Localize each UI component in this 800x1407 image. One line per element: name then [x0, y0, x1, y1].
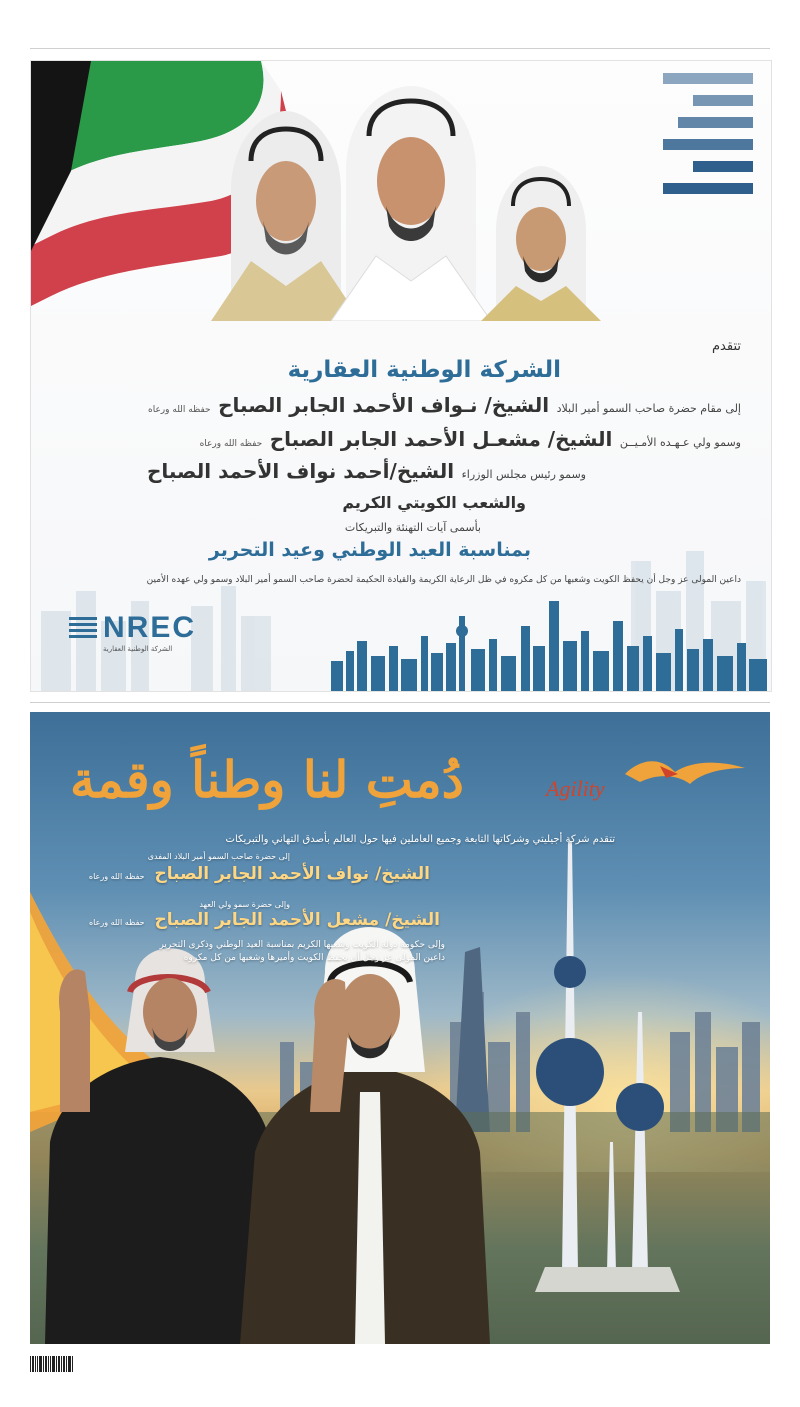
portrait-right — [481, 161, 601, 321]
agility-name-2 — [89, 910, 440, 930]
portrait-center — [331, 81, 491, 321]
barcode-icon — [30, 1356, 74, 1372]
line1-prefix: إلى مقام حضرة صاحب السمو أمير البلاد — [556, 402, 741, 415]
top-rule — [30, 48, 770, 49]
nrec-logo-subtitle: الشركة الوطنية العقارية — [103, 645, 173, 653]
agility-line-2: داعين المولى عز وجل أن يحفظ الكويت وأميرها وشعبها من كل مكروه — [183, 953, 445, 963]
occasion-title: بمناسبة العيد الوطني وعيد التحرير — [208, 539, 531, 561]
line2-name: الشيخ/ مشعـل الأحمد الجابر الصباح — [269, 427, 613, 451]
line1-name: الشيخ/ نـواف الأحمد الجابر الصباح — [218, 393, 550, 417]
middle-rule — [30, 702, 770, 703]
line1-suffix: حفظه الله ورعاه — [147, 405, 211, 415]
agility-honorific-2: وإلى حضرة سمو ولي العهد — [199, 900, 290, 909]
line3-name: الشيخ/أحمد نواف الأحمد الصباح — [146, 459, 455, 483]
people-text: والشعب الكويتي الكريم — [342, 493, 526, 512]
agility-advertisement — [30, 712, 770, 1344]
intro-text: تتقدم — [712, 339, 741, 354]
nrec-stripes-icon — [663, 73, 753, 213]
agility-slogan: دُمتِ لنا وطناً وقمة — [70, 750, 464, 809]
dedication-line-2 — [200, 427, 741, 451]
agility-name-1-text: الشيخ/ نواف الأحمد الجابر الصباح — [154, 864, 430, 884]
nrec-advertisement — [30, 60, 772, 692]
agility-name-2-tail: حفظه الله ورعاه — [88, 918, 145, 927]
line2-suffix: حفظه الله ورعاه — [199, 439, 263, 449]
nrec-logo-icon — [69, 617, 97, 643]
agility-name-2-text: الشيخ/ مشعل الأحمد الجابر الصباح — [154, 910, 440, 930]
dedication-line-3 — [143, 459, 586, 483]
dedication-line-1 — [148, 393, 741, 417]
prayer-text: داعين المولى عز وجل أن يحفظ الكويت وشعبها من كل مكروه في ظل الرعاية الكريمة والقيادة الحكيمة لحضرة صاحب السمو أمير البلاد وسمو ولي عهده الأمين — [146, 575, 741, 585]
greeting-text: بأسمى آيات التهنئة والتبريكات — [344, 521, 481, 534]
agility-line-1: وإلى حكومة دولة الكويت وشعبها الكريم بمناسبة العيد الوطني وذكرى التحرير — [159, 940, 445, 950]
agility-name-1-tail: حفظه الله ورعاه — [88, 872, 145, 881]
agility-brand: Agility — [546, 776, 605, 801]
agility-name-1 — [89, 864, 430, 884]
agility-bird-icon — [620, 754, 750, 794]
nrec-logo-word: NREC — [103, 611, 197, 644]
line3-prefix: وسمو رئيس مجلس الوزراء — [461, 468, 586, 481]
company-name: الشركة الوطنية العقارية — [287, 357, 561, 383]
line2-prefix: وسمو ولي عـهـده الأمـيــن — [619, 436, 741, 449]
agility-honorific-1: إلى حضرة صاحب السمو أمير البلاد المفدى — [147, 852, 290, 861]
agility-intro: تتقدم شركة أجيليتي وشركاتها التابعة وجميع العاملين فيها حول العالم بأصدق التهاني والتبريكات — [225, 834, 615, 845]
